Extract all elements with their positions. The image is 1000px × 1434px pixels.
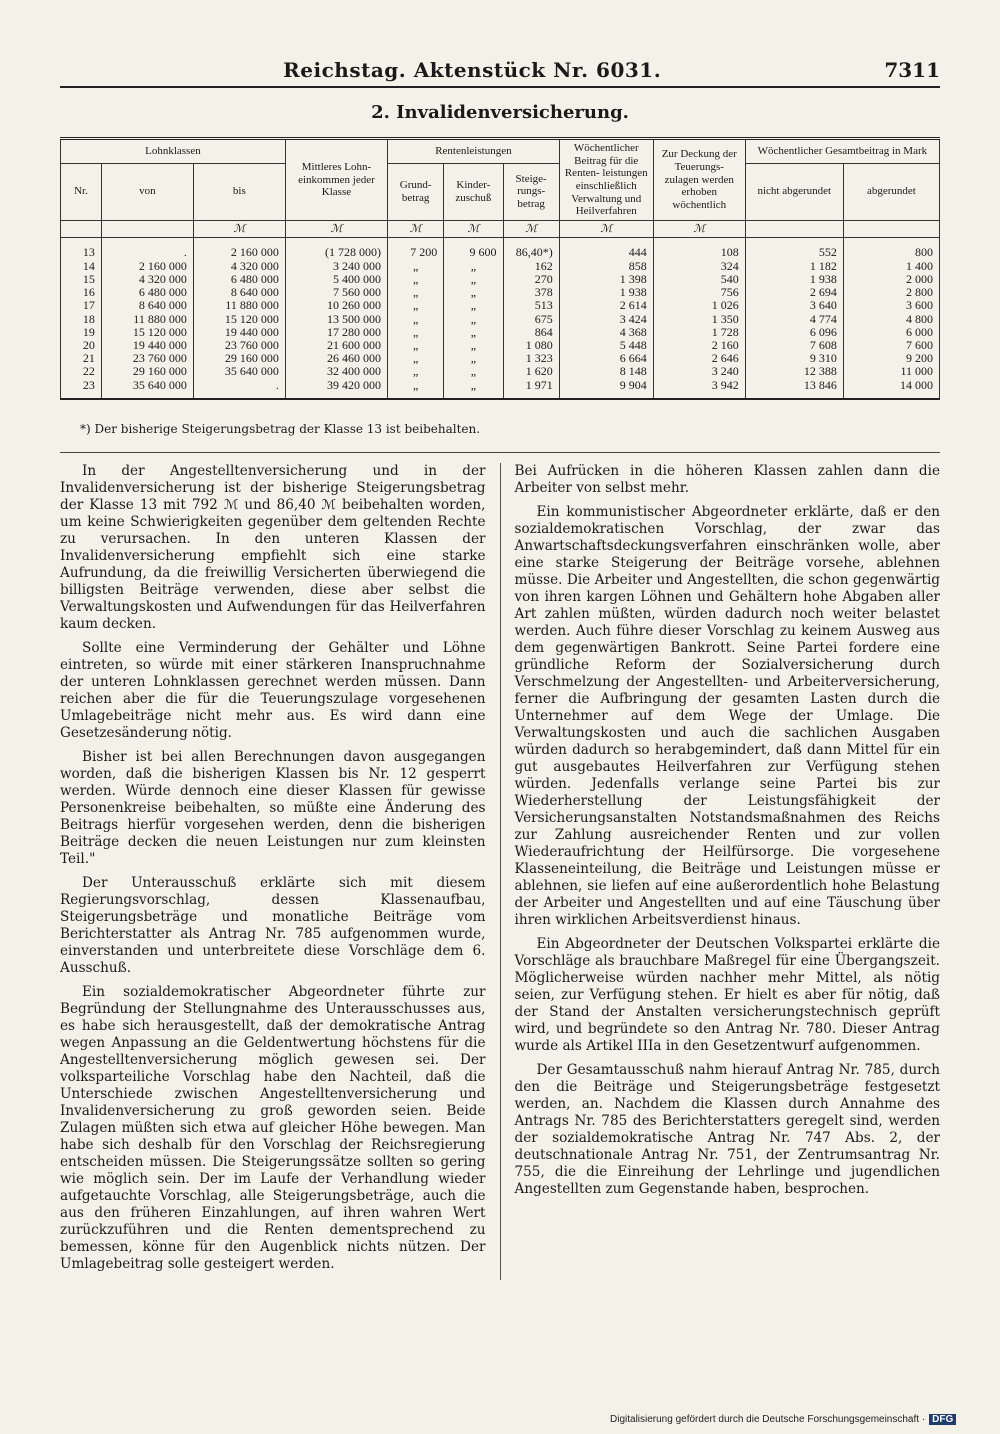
- unit-cell-nr: [61, 220, 102, 238]
- cell-woch: 6 664: [559, 352, 653, 365]
- cell-woch: 1 938: [559, 286, 653, 299]
- cell-kind: „: [444, 339, 503, 352]
- cell-grund: „: [388, 299, 444, 312]
- cell-mittel: 10 260 000: [285, 299, 387, 312]
- table-row: [61, 273, 940, 286]
- cell-mittel: 17 280 000: [285, 326, 387, 339]
- cell-von: 4 320 000: [101, 273, 193, 286]
- cell-grund: „: [388, 365, 444, 378]
- paragraph: Ein Abgeordneter der Deutschen Volkspartei erklärte die Vorschläge als brauchbare Maßregel für eine Übergangszeit. Möglicherweise würden nachher mehr Mittel, als nötig seien, zur Verfügung stehen. Er hielt es aber für nötig, daß der Stand der Anstalten versicherungstechnisch geprüft wird, und begründete so den Antrag Nr. 780. Dieser Antrag wurde als Artikel IIIa in den Gesetzentwurf aufgenommen.: [514, 935, 940, 1054]
- cell-kind: „: [444, 365, 503, 378]
- cell-bis: .: [193, 379, 285, 399]
- cell-grund: „: [388, 313, 444, 326]
- paragraph: Der Gesamtausschuß nahm hierauf Antrag Nr. 785, durch den die Beiträge und Steigerungsbeträge festgesetzt werden, an. Nachdem die Klassen durch Annahme des Antrags Nr. 785 des Berichterstatters geregelt sind, werden der sozialdemokratische Antrag Nr. 747 Abs. 2, der deutschnationale Antrag Nr. 751, der Zentrumsantrag Nr. 755, die die Einreihung der Lehrlinge und jugendlichen Angestellten zum Gegenstande haben, besprochen.: [514, 1061, 940, 1197]
- cell-nr: 14: [61, 260, 102, 273]
- cell-kind: „: [444, 260, 503, 273]
- cell-steig: 1 080: [503, 339, 559, 352]
- cell-woch: 858: [559, 260, 653, 273]
- paragraph: Der Unterausschuß erklärte sich mit diesem Regierungsvorschlag, dessen Klassenaufbau, Steigerungsbeträge und monatliche Beiträge vom Berichterstatter als Antrag Nr. 785 aufgenommen wurde, einverstanden und unterbreitete diese Vorschläge dem 6. Ausschuß.: [60, 874, 486, 976]
- unit-cell-mittel: ℳ: [285, 220, 387, 238]
- cell-von: 19 440 000: [101, 339, 193, 352]
- th-lohnklassen: Lohnklassen: [61, 139, 286, 164]
- header-title: Reichstag. Aktenstück Nr. 6031.: [283, 58, 662, 82]
- cell-grund: „: [388, 260, 444, 273]
- paragraph: In der Angestelltenversicherung und in der Invalidenversicherung ist der bisherige Steigerungsbetrag der Klasse 13 mit 792 ℳ und 86,40 ℳ beibehalten worden, um keine Schwierigkeiten gegenüber dem geltenden Rechte zu verursachen. In den unteren Klassen der Invalidenversicherung empfiehlt sich eine starke Aufrundung, da die freiwillig Versicherten überwiegend die billigsten Beiträge verwenden, diese aber selbst die Verwaltungskosten und Aufwendungen für das Heilverfahren kaum decken.: [60, 462, 486, 632]
- cell-nicht: 4 774: [745, 313, 843, 326]
- cell-teuer: 756: [653, 286, 745, 299]
- cell-nicht: 3 640: [745, 299, 843, 312]
- cell-mittel: 3 240 000: [285, 260, 387, 273]
- cell-teuer: 1 350: [653, 313, 745, 326]
- unit-cell-steig: ℳ: [503, 220, 559, 238]
- cell-kind: „: [444, 286, 503, 299]
- paragraph: Bei Aufrücken in die höheren Klassen zahlen dann die Arbeiter von selbst mehr.: [514, 462, 940, 496]
- cell-woch: 1 398: [559, 273, 653, 286]
- cell-nicht: 552: [745, 238, 843, 260]
- cell-woch: 2 614: [559, 299, 653, 312]
- cell-von: 2 160 000: [101, 260, 193, 273]
- th-steigerungsbetrag: Steige- rungs- betrag: [503, 163, 559, 220]
- cell-nr: 22: [61, 365, 102, 378]
- unit-cell-grund: ℳ: [388, 220, 444, 238]
- cell-bis: 6 480 000: [193, 273, 285, 286]
- paragraph: Sollte eine Verminderung der Gehälter und Löhne eintreten, so würde mit einer stärkeren Inanspruchnahme der unteren Lohnklassen gerechnet werden müssen. Dann reichen aber die für die Teuerungszulage vorgesehenen Umlagebeiträge nicht mehr aus. Es wird dann eine Gesetzesänderung nötig.: [60, 639, 486, 741]
- th-gesamtbeitrag: Wöchentlicher Gesamtbeitrag in Mark: [745, 139, 939, 164]
- cell-bis: 35 640 000: [193, 365, 285, 378]
- th-woechentlicher-beitrag: Wöchentlicher Beitrag für die Renten- leistungen einschließlich Verwaltung und Heilverfahren: [559, 139, 653, 221]
- cell-von: 29 160 000: [101, 365, 193, 378]
- cell-kind: „: [444, 299, 503, 312]
- cell-nicht: 12 388: [745, 365, 843, 378]
- cell-teuer: 108: [653, 238, 745, 260]
- unit-cell-bis: ℳ: [193, 220, 285, 238]
- cell-grund: „: [388, 352, 444, 365]
- cell-woch: 8 148: [559, 365, 653, 378]
- cell-steig: 513: [503, 299, 559, 312]
- cell-bis: 29 160 000: [193, 352, 285, 365]
- digitization-footer: [610, 1414, 956, 1425]
- cell-mittel: 7 560 000: [285, 286, 387, 299]
- cell-nr: 21: [61, 352, 102, 365]
- cell-bis: 23 760 000: [193, 339, 285, 352]
- th-kinderzuschuss: Kinder- zuschuß: [444, 163, 503, 220]
- page: [60, 58, 940, 1280]
- cell-grund: „: [388, 339, 444, 352]
- unit-cell-nicht: [745, 220, 843, 238]
- cell-ab: 2 800: [843, 286, 939, 299]
- cell-kind: „: [444, 273, 503, 286]
- text-columns: [60, 452, 940, 1280]
- cell-ab: 1 400: [843, 260, 939, 273]
- cell-steig: 270: [503, 273, 559, 286]
- cell-teuer: 1 728: [653, 326, 745, 339]
- cell-ab: 2 000: [843, 273, 939, 286]
- cell-grund: 7 200: [388, 238, 444, 260]
- th-rentenleistungen: Rentenleistungen: [388, 139, 560, 164]
- table-body: [61, 238, 940, 399]
- cell-von: 15 120 000: [101, 326, 193, 339]
- left-column: [60, 463, 486, 1280]
- column-divider: [500, 463, 501, 1280]
- cell-grund: „: [388, 379, 444, 399]
- cell-bis: 11 880 000: [193, 299, 285, 312]
- cell-ab: 9 200: [843, 352, 939, 365]
- cell-bis: 2 160 000: [193, 238, 285, 260]
- right-column: [515, 463, 941, 1280]
- cell-nicht: 7 608: [745, 339, 843, 352]
- cell-bis: 19 440 000: [193, 326, 285, 339]
- dfg-logo: DFG: [929, 1414, 956, 1425]
- cell-nicht: 1 182: [745, 260, 843, 273]
- paragraph: Ein sozialdemokratischer Abgeordneter führte zur Begründung der Stellungnahme des Unterausschusses aus, es habe sich herausgestellt, daß der demokratische Antrag wegen Anpassung an die Geldentwertung höchstens für die Angestelltenversicherung möglich gewesen sei. Der volksparteiliche Vorschlag habe den Nachteil, daß die Unterschiede zwischen Angestelltenversicherung und Invalidenversicherung zu groß geworden seien. Beide Zulagen müßten sich etwa auf gleicher Höhe bewegen. Man habe sich deshalb für den Vorschlag der Reichsregierung entscheiden müssen. Die Steigerungssätze sollten so gering wie möglich sein. Der im Laufe der Verhandlung wieder aufgetauchte Vorschlag, alle Steigerungsbeträge, auch die aus den früheren Einzahlungen, auf ihren wahren Wert zurückzuführen und die Renten dementsprechend zu bemessen, könne für den Augenblick nichts nützen. Der Umlagebeitrag solle gesteigert werden.: [60, 983, 486, 1272]
- cell-nr: 13: [61, 238, 102, 260]
- th-grundbetrag: Grund- betrag: [388, 163, 444, 220]
- cell-kind: „: [444, 379, 503, 399]
- cell-steig: 378: [503, 286, 559, 299]
- cell-teuer: 1 026: [653, 299, 745, 312]
- cell-von: 11 880 000: [101, 313, 193, 326]
- cell-steig: 162: [503, 260, 559, 273]
- cell-nr: 20: [61, 339, 102, 352]
- page-header: [60, 58, 940, 88]
- cell-woch: 9 904: [559, 379, 653, 399]
- paragraph: Bisher ist bei allen Berechnungen davon ausgegangen worden, daß die bisherigen Klassen bis Nr. 12 gesperrt werden. Würde dennoch eine dieser Klassen für gewisse Personenkreise beibehalten, so müßte eine Änderung des Beitrags hierfür vorgesehen werden, denn die bisherigen Beiträge decken die neuen Leistungen nur zum kleinsten Teil.": [60, 748, 486, 867]
- footer-text: Digitalisierung gefördert durch die Deutsche Forschungsgemeinschaft ·: [610, 1414, 926, 1425]
- cell-nicht: 6 096: [745, 326, 843, 339]
- cell-steig: 675: [503, 313, 559, 326]
- cell-nicht: 2 694: [745, 286, 843, 299]
- footnote: *) Der bisherige Steigerungsbetrag der Klasse 13 ist beibehalten.: [80, 421, 481, 436]
- table-row: [61, 313, 940, 326]
- cell-ab: 800: [843, 238, 939, 260]
- cell-mittel: 39 420 000: [285, 379, 387, 399]
- unit-cell-von: [101, 220, 193, 238]
- cell-woch: 4 368: [559, 326, 653, 339]
- cell-nr: 16: [61, 286, 102, 299]
- unit-cell-teuer: ℳ: [653, 220, 745, 238]
- cell-nr: 17: [61, 299, 102, 312]
- cell-nr: 19: [61, 326, 102, 339]
- cell-woch: 444: [559, 238, 653, 260]
- cell-woch: 3 424: [559, 313, 653, 326]
- cell-von: 35 640 000: [101, 379, 193, 399]
- cell-kind: „: [444, 326, 503, 339]
- table-row: [61, 326, 940, 339]
- table-row: [61, 260, 940, 273]
- cell-ab: 3 600: [843, 299, 939, 312]
- th-nicht-abgerundet: nicht abgerundet: [745, 163, 843, 220]
- cell-von: 6 480 000: [101, 286, 193, 299]
- cell-von: 8 640 000: [101, 299, 193, 312]
- cell-woch: 5 448: [559, 339, 653, 352]
- th-mittleres: Mittleres Lohn- einkommen jeder Klasse: [285, 139, 387, 221]
- cell-teuer: 540: [653, 273, 745, 286]
- cell-steig: 1 971: [503, 379, 559, 399]
- table-row: [61, 286, 940, 299]
- cell-von: 23 760 000: [101, 352, 193, 365]
- th-von: von: [101, 163, 193, 220]
- cell-nr: 15: [61, 273, 102, 286]
- cell-bis: 15 120 000: [193, 313, 285, 326]
- cell-ab: 4 800: [843, 313, 939, 326]
- cell-teuer: 3 942: [653, 379, 745, 399]
- cell-nicht: 1 938: [745, 273, 843, 286]
- cell-nicht: 13 846: [745, 379, 843, 399]
- cell-ab: 6 000: [843, 326, 939, 339]
- cell-teuer: 2 160: [653, 339, 745, 352]
- cell-teuer: 2 646: [653, 352, 745, 365]
- cell-nr: 18: [61, 313, 102, 326]
- cell-mittel: 26 460 000: [285, 352, 387, 365]
- cell-von: .: [101, 238, 193, 260]
- cell-grund: „: [388, 273, 444, 286]
- cell-teuer: 3 240: [653, 365, 745, 378]
- cell-mittel: (1 728 000): [285, 238, 387, 260]
- th-abgerundet: abgerundet: [843, 163, 939, 220]
- unit-cell-woch: ℳ: [559, 220, 653, 238]
- paragraph: Ein kommunistischer Abgeordneter erklärte, daß er den sozialdemokratischen Vorschlag, der zwar das Anwartschaftsdeckungsverfahren einschränken wolle, aber eine starke Steigerung der Beiträge vorsehe, ablehnen müsse. Die Arbeiter und Angestellten, die schon gegenwärtig von ihren kargen Löhnen und Gehältern hohe Abgaben aller Art zahlen müßten, würden dadurch noch weiter belastet werden. Auch führe dieser Vorschlag zu keinem Ausweg aus dem gegenwärtigen Bankrott. Seine Partei fordere eine gründliche Reform der Sozialversicherung durch Verschmelzung der Angestellten- und Arbeiterversicherung, ferner die Aufbringung der gesamten Lasten durch die Unternehmer auf dem Wege der Umlage. Die Verwaltungskosten und auch die sachlichen Ausgaben würden dadurch so herabgemindert, daß dann Mittel für ein gut ausgebautes Heilverfahren zur Verfügung stehen würden. Jedenfalls verlange seine Partei bis zur Wiederherstellung der Leistungsfähigkeit der Versicherungsanstalten Notstandsmaßnahmen des Reichs zur Zahlung ausreichender Renten und zur vollen Wiederaufrichtung der Heilfürsorge. Die vorgesehene Klasseneinteilung, die Beiträge und Leistungen müsse er ablehnen, sie liefen auf eine außerordentlich hohe Belastung der Arbeiter und Angestellten und auf eine Täuschung über ihren wirklichen Arbeitsverdienst hinaus.: [514, 503, 940, 928]
- th-nr: Nr.: [61, 163, 102, 220]
- th-teuerung: Zur Deckung der Teuerungs- zulagen werden erhoben wöchentlich: [653, 139, 745, 221]
- th-bis: bis: [193, 163, 285, 220]
- unit-cell-kind: ℳ: [444, 220, 503, 238]
- cell-kind: 9 600: [444, 238, 503, 260]
- cell-mittel: 32 400 000: [285, 365, 387, 378]
- cell-ab: 7 600: [843, 339, 939, 352]
- cell-grund: „: [388, 286, 444, 299]
- table-row: [61, 339, 940, 352]
- contribution-table: [60, 137, 940, 400]
- table-row: [61, 365, 940, 378]
- table-row: [61, 238, 940, 260]
- cell-grund: „: [388, 326, 444, 339]
- section-title: 2. Invalidenversicherung.: [371, 102, 629, 123]
- cell-kind: „: [444, 313, 503, 326]
- cell-bis: 4 320 000: [193, 260, 285, 273]
- page-number: 7311: [884, 58, 940, 82]
- cell-steig: 1 323: [503, 352, 559, 365]
- cell-steig: 86,40*): [503, 238, 559, 260]
- cell-teuer: 324: [653, 260, 745, 273]
- cell-ab: 14 000: [843, 379, 939, 399]
- cell-bis: 8 640 000: [193, 286, 285, 299]
- cell-steig: 864: [503, 326, 559, 339]
- cell-nr: 23: [61, 379, 102, 399]
- cell-kind: „: [444, 352, 503, 365]
- cell-steig: 1 620: [503, 365, 559, 378]
- cell-mittel: 5 400 000: [285, 273, 387, 286]
- cell-ab: 11 000: [843, 365, 939, 378]
- cell-nicht: 9 310: [745, 352, 843, 365]
- table-row: [61, 299, 940, 312]
- cell-mittel: 21 600 000: [285, 339, 387, 352]
- cell-mittel: 13 500 000: [285, 313, 387, 326]
- unit-cell-ab: [843, 220, 939, 238]
- table-row: [61, 379, 940, 399]
